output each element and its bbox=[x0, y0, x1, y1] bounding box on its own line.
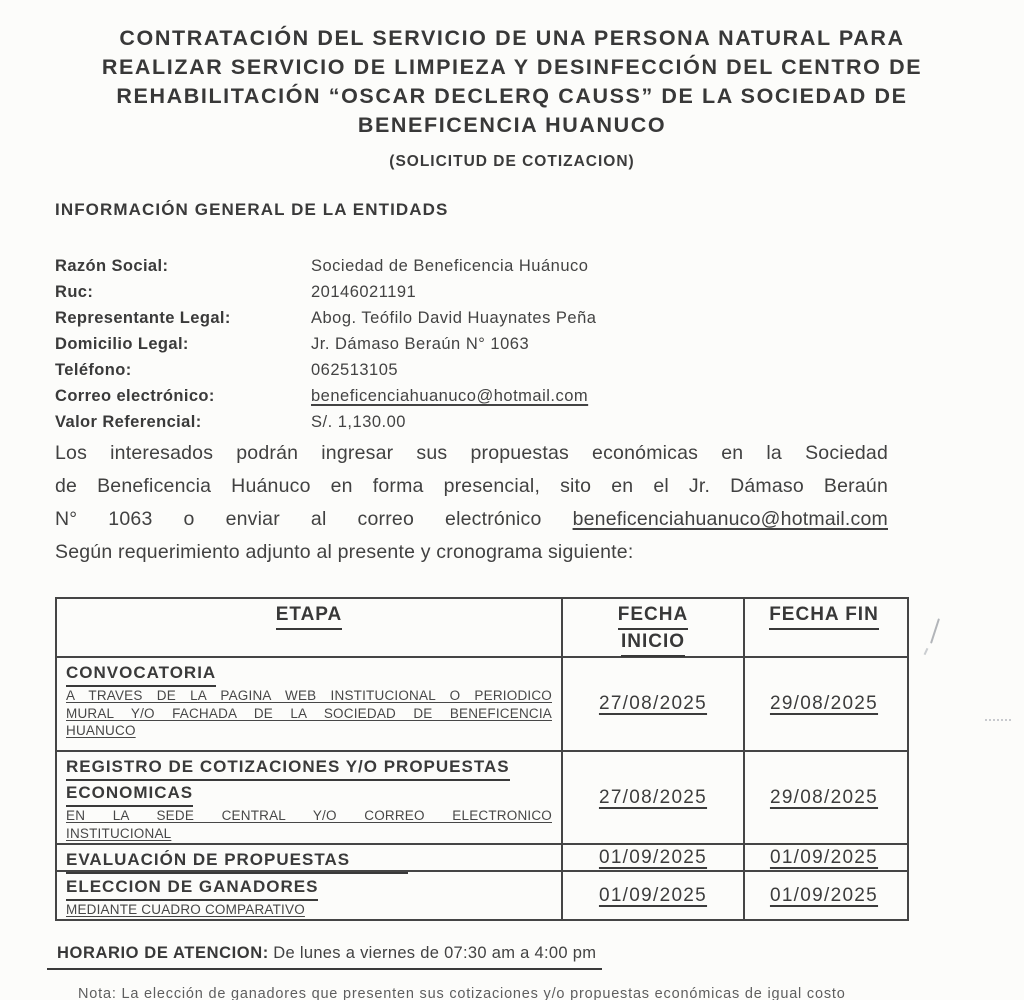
schedule-table bbox=[55, 597, 909, 921]
date-value: 01/09/2025 bbox=[769, 884, 879, 906]
fecha-fin-cell bbox=[743, 872, 903, 919]
header-fecha-fin bbox=[743, 599, 903, 656]
nota-line: Nota: La elección de ganadores que presenten sus cotizaciones y/o propuestas económicas de igual costo bbox=[78, 986, 846, 1000]
email-link: beneficenciahuanuco@hotmail.com bbox=[311, 387, 589, 405]
horario-value: De lunes a viernes de 07:30 am a 4:00 pm bbox=[273, 944, 597, 962]
info-label: Razón Social: bbox=[55, 257, 169, 275]
title-line-4: BENEFICENCIA HUANUCO bbox=[357, 113, 667, 137]
header-fecha-fin-label: FECHA FIN bbox=[769, 603, 879, 630]
document-title bbox=[60, 24, 964, 140]
intro-line-3 bbox=[55, 503, 888, 536]
info-value: S/. 1,130.00 bbox=[311, 413, 406, 431]
fecha-fin-cell bbox=[743, 845, 903, 870]
intro-line-4: Según requerimiento adjunto al presente y cronograma siguiente: bbox=[55, 541, 634, 563]
date-value: 01/09/2025 bbox=[598, 846, 708, 868]
etapa-subtitle-line: MEDIANTE CUADRO COMPARATIVO bbox=[66, 902, 305, 917]
etapa-subtitle-line: EN LA SEDE CENTRAL Y/O CORREO ELECTRONICO bbox=[66, 808, 552, 823]
info-row-ruc bbox=[55, 279, 915, 305]
info-value: Abog. Teófilo David Huaynates Peña bbox=[311, 309, 597, 327]
fecha-fin-cell bbox=[743, 658, 903, 750]
date-value: 01/09/2025 bbox=[598, 884, 708, 906]
info-label: Domicilio Legal: bbox=[55, 335, 189, 353]
info-fields bbox=[55, 253, 915, 435]
info-value: 062513105 bbox=[311, 361, 399, 379]
fecha-inicio-cell bbox=[561, 658, 743, 750]
info-label: Ruc: bbox=[55, 283, 94, 301]
date-value: 29/08/2025 bbox=[769, 786, 879, 808]
info-row-razon-social bbox=[55, 253, 915, 279]
document-subtitle: (SOLICITUD DE COTIZACION) bbox=[389, 153, 635, 170]
email-link: beneficenciahuanuco@hotmail.com bbox=[572, 508, 888, 530]
info-label: Valor Referencial: bbox=[55, 413, 202, 431]
info-label: Representante Legal: bbox=[55, 309, 231, 327]
header-fecha-inicio-line2: INICIO bbox=[621, 630, 685, 657]
info-row-telefono bbox=[55, 357, 915, 383]
intro-paragraph bbox=[55, 437, 888, 569]
date-value: 27/08/2025 bbox=[598, 693, 708, 714]
fecha-inicio-cell bbox=[561, 872, 743, 919]
table-header-row bbox=[57, 599, 907, 656]
etapa-title: CONVOCATORIA bbox=[66, 661, 552, 687]
etapa-subtitle-line: INSTITUCIONAL bbox=[66, 825, 172, 841]
info-value: Jr. Dámaso Beraún N° 1063 bbox=[311, 335, 530, 353]
horario-label: HORARIO DE ATENCION: bbox=[57, 944, 269, 962]
header-fecha-inicio bbox=[561, 599, 743, 656]
table-row-evaluacion bbox=[57, 843, 907, 870]
scan-artifact-slash-small bbox=[924, 648, 929, 655]
horario-underlined-text bbox=[47, 944, 602, 970]
date-value: 27/08/2025 bbox=[598, 786, 708, 808]
scan-artifact-dots bbox=[985, 718, 1011, 721]
info-value: Sociedad de Beneficencia Huánuco bbox=[311, 257, 589, 275]
info-row-domicilio-legal bbox=[55, 331, 915, 357]
table-row-registro bbox=[57, 750, 907, 843]
info-row-correo-electronico bbox=[55, 383, 915, 409]
etapa-title: ELECCION DE GANADORES bbox=[66, 875, 552, 901]
scan-artifact-slash bbox=[930, 618, 940, 643]
title-line-2: REALIZAR SERVICIO DE LIMPIEZA Y DESINFECCIÓN DEL CENTRO DE bbox=[101, 55, 923, 79]
etapa-subtitle-line: MURAL Y/O FACHADA DE LA SOCIEDAD DE BENEFICENCIA bbox=[66, 705, 552, 721]
info-row-representante-legal bbox=[55, 305, 915, 331]
etapa-cell bbox=[57, 845, 561, 870]
etapa-cell bbox=[57, 752, 561, 843]
header-etapa bbox=[57, 599, 561, 656]
fecha-inicio-cell bbox=[561, 752, 743, 843]
fecha-inicio-cell bbox=[561, 845, 743, 870]
section-heading: INFORMACIÓN GENERAL DE LA ENTIDADS bbox=[55, 200, 449, 219]
title-line-1: CONTRATACIÓN DEL SERVICIO DE UNA PERSONA NATURAL PARA bbox=[119, 26, 905, 50]
info-label: Teléfono: bbox=[55, 361, 132, 379]
table-row-eleccion bbox=[57, 870, 907, 919]
etapa-cell bbox=[57, 658, 561, 750]
etapa-title: ECONOMICAS bbox=[66, 781, 552, 807]
intro-line-1: Los interesados podrán ingresar sus propuestas económicas en la Sociedad bbox=[55, 442, 888, 464]
header-etapa-label: ETAPA bbox=[276, 603, 343, 630]
info-label: Correo electrónico: bbox=[55, 387, 215, 405]
title-line-3: REHABILITACIÓN “OSCAR DECLERQ CAUSS” DE LA SOCIEDAD DE bbox=[116, 84, 908, 108]
etapa-subtitle-line: A TRAVES DE LA PAGINA WEB INSTITUCIONAL O PERIODICO bbox=[66, 688, 552, 703]
etapa-cell bbox=[57, 872, 561, 919]
fecha-fin-cell bbox=[743, 752, 903, 843]
intro-line-2: de Beneficencia Huánuco en forma presencial, sito en el Jr. Dámaso Beraún bbox=[55, 475, 888, 497]
etapa-title: REGISTRO DE COTIZACIONES Y/O PROPUESTAS bbox=[66, 755, 552, 781]
etapa-title: EVALUACIÓN DE PROPUESTAS bbox=[66, 848, 552, 874]
intro-line-3-text: N° 1063 o enviar al correo electrónico bbox=[55, 508, 573, 530]
etapa-subtitle-line: HUANUCO bbox=[66, 723, 136, 738]
info-row-valor-referencial bbox=[55, 409, 915, 435]
header-fecha-inicio-line1: FECHA bbox=[618, 603, 688, 630]
date-value: 01/09/2025 bbox=[769, 846, 879, 868]
horario-line bbox=[47, 944, 602, 970]
date-value: 29/08/2025 bbox=[769, 693, 879, 714]
table-row-convocatoria bbox=[57, 656, 907, 750]
info-value: 20146021191 bbox=[311, 283, 417, 301]
